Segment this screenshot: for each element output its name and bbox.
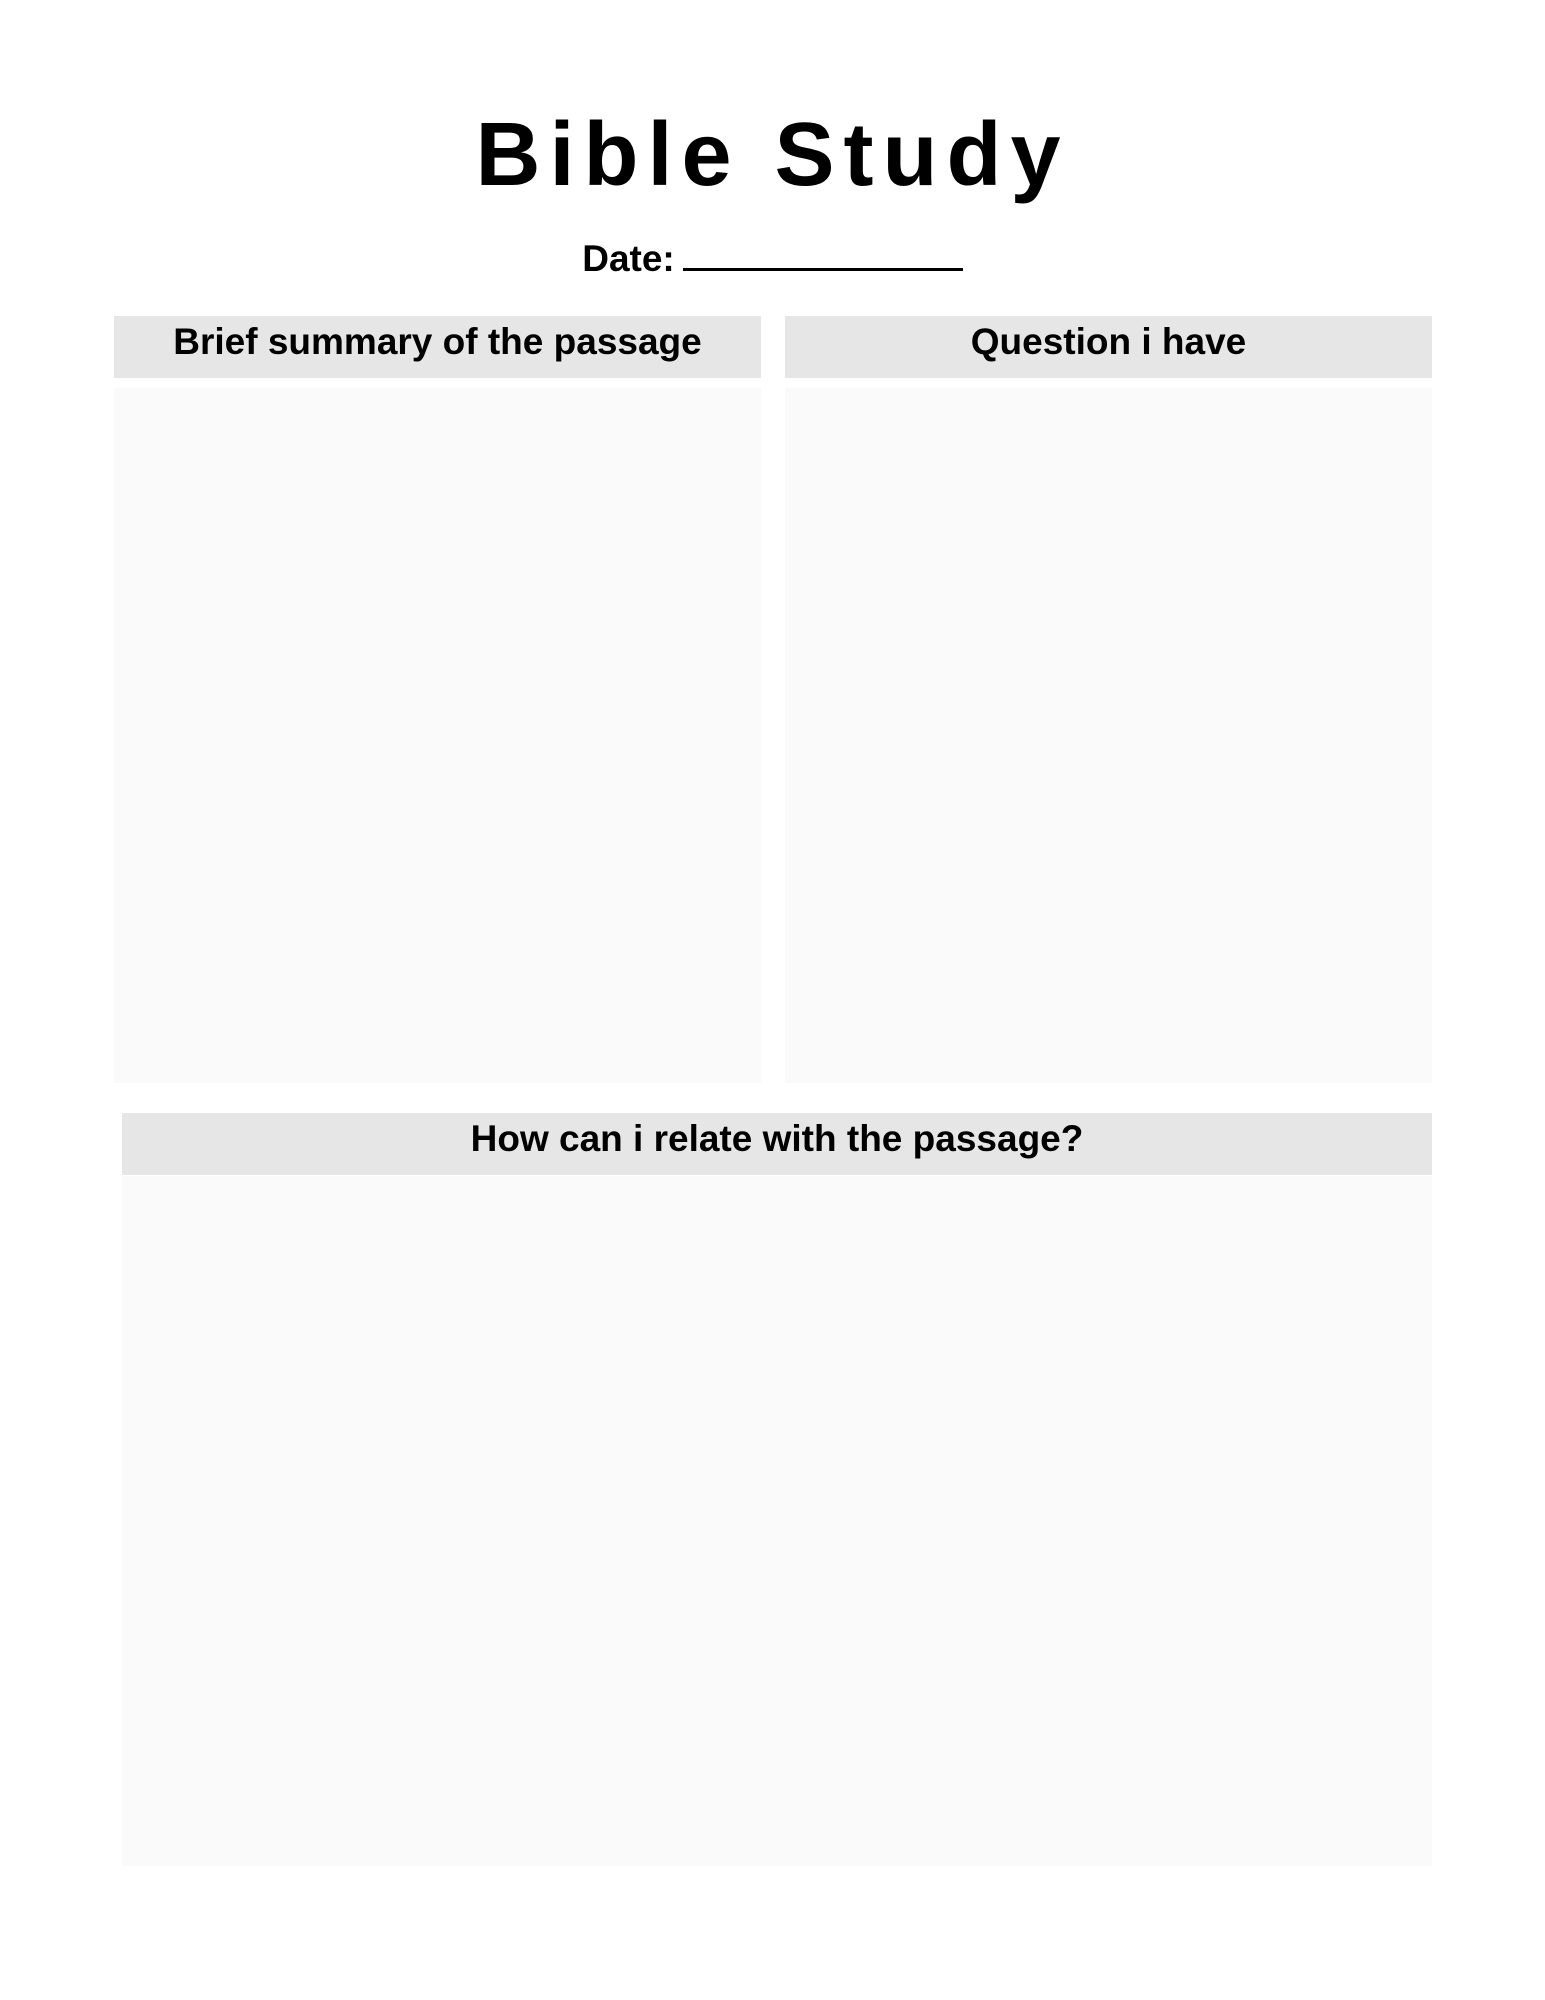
summary-heading: Brief summary of the passage bbox=[114, 316, 761, 378]
summary-writing-area[interactable] bbox=[114, 388, 761, 1083]
date-blank-line[interactable] bbox=[683, 238, 963, 271]
date-label: Date: bbox=[582, 238, 675, 279]
relate-heading: How can i relate with the passage? bbox=[122, 1113, 1432, 1175]
question-heading: Question i have bbox=[785, 316, 1432, 378]
date-field bbox=[0, 236, 1545, 282]
relate-writing-area[interactable] bbox=[122, 1176, 1432, 1866]
question-writing-area[interactable] bbox=[785, 388, 1432, 1083]
page-title: Bible Study bbox=[475, 105, 1070, 205]
